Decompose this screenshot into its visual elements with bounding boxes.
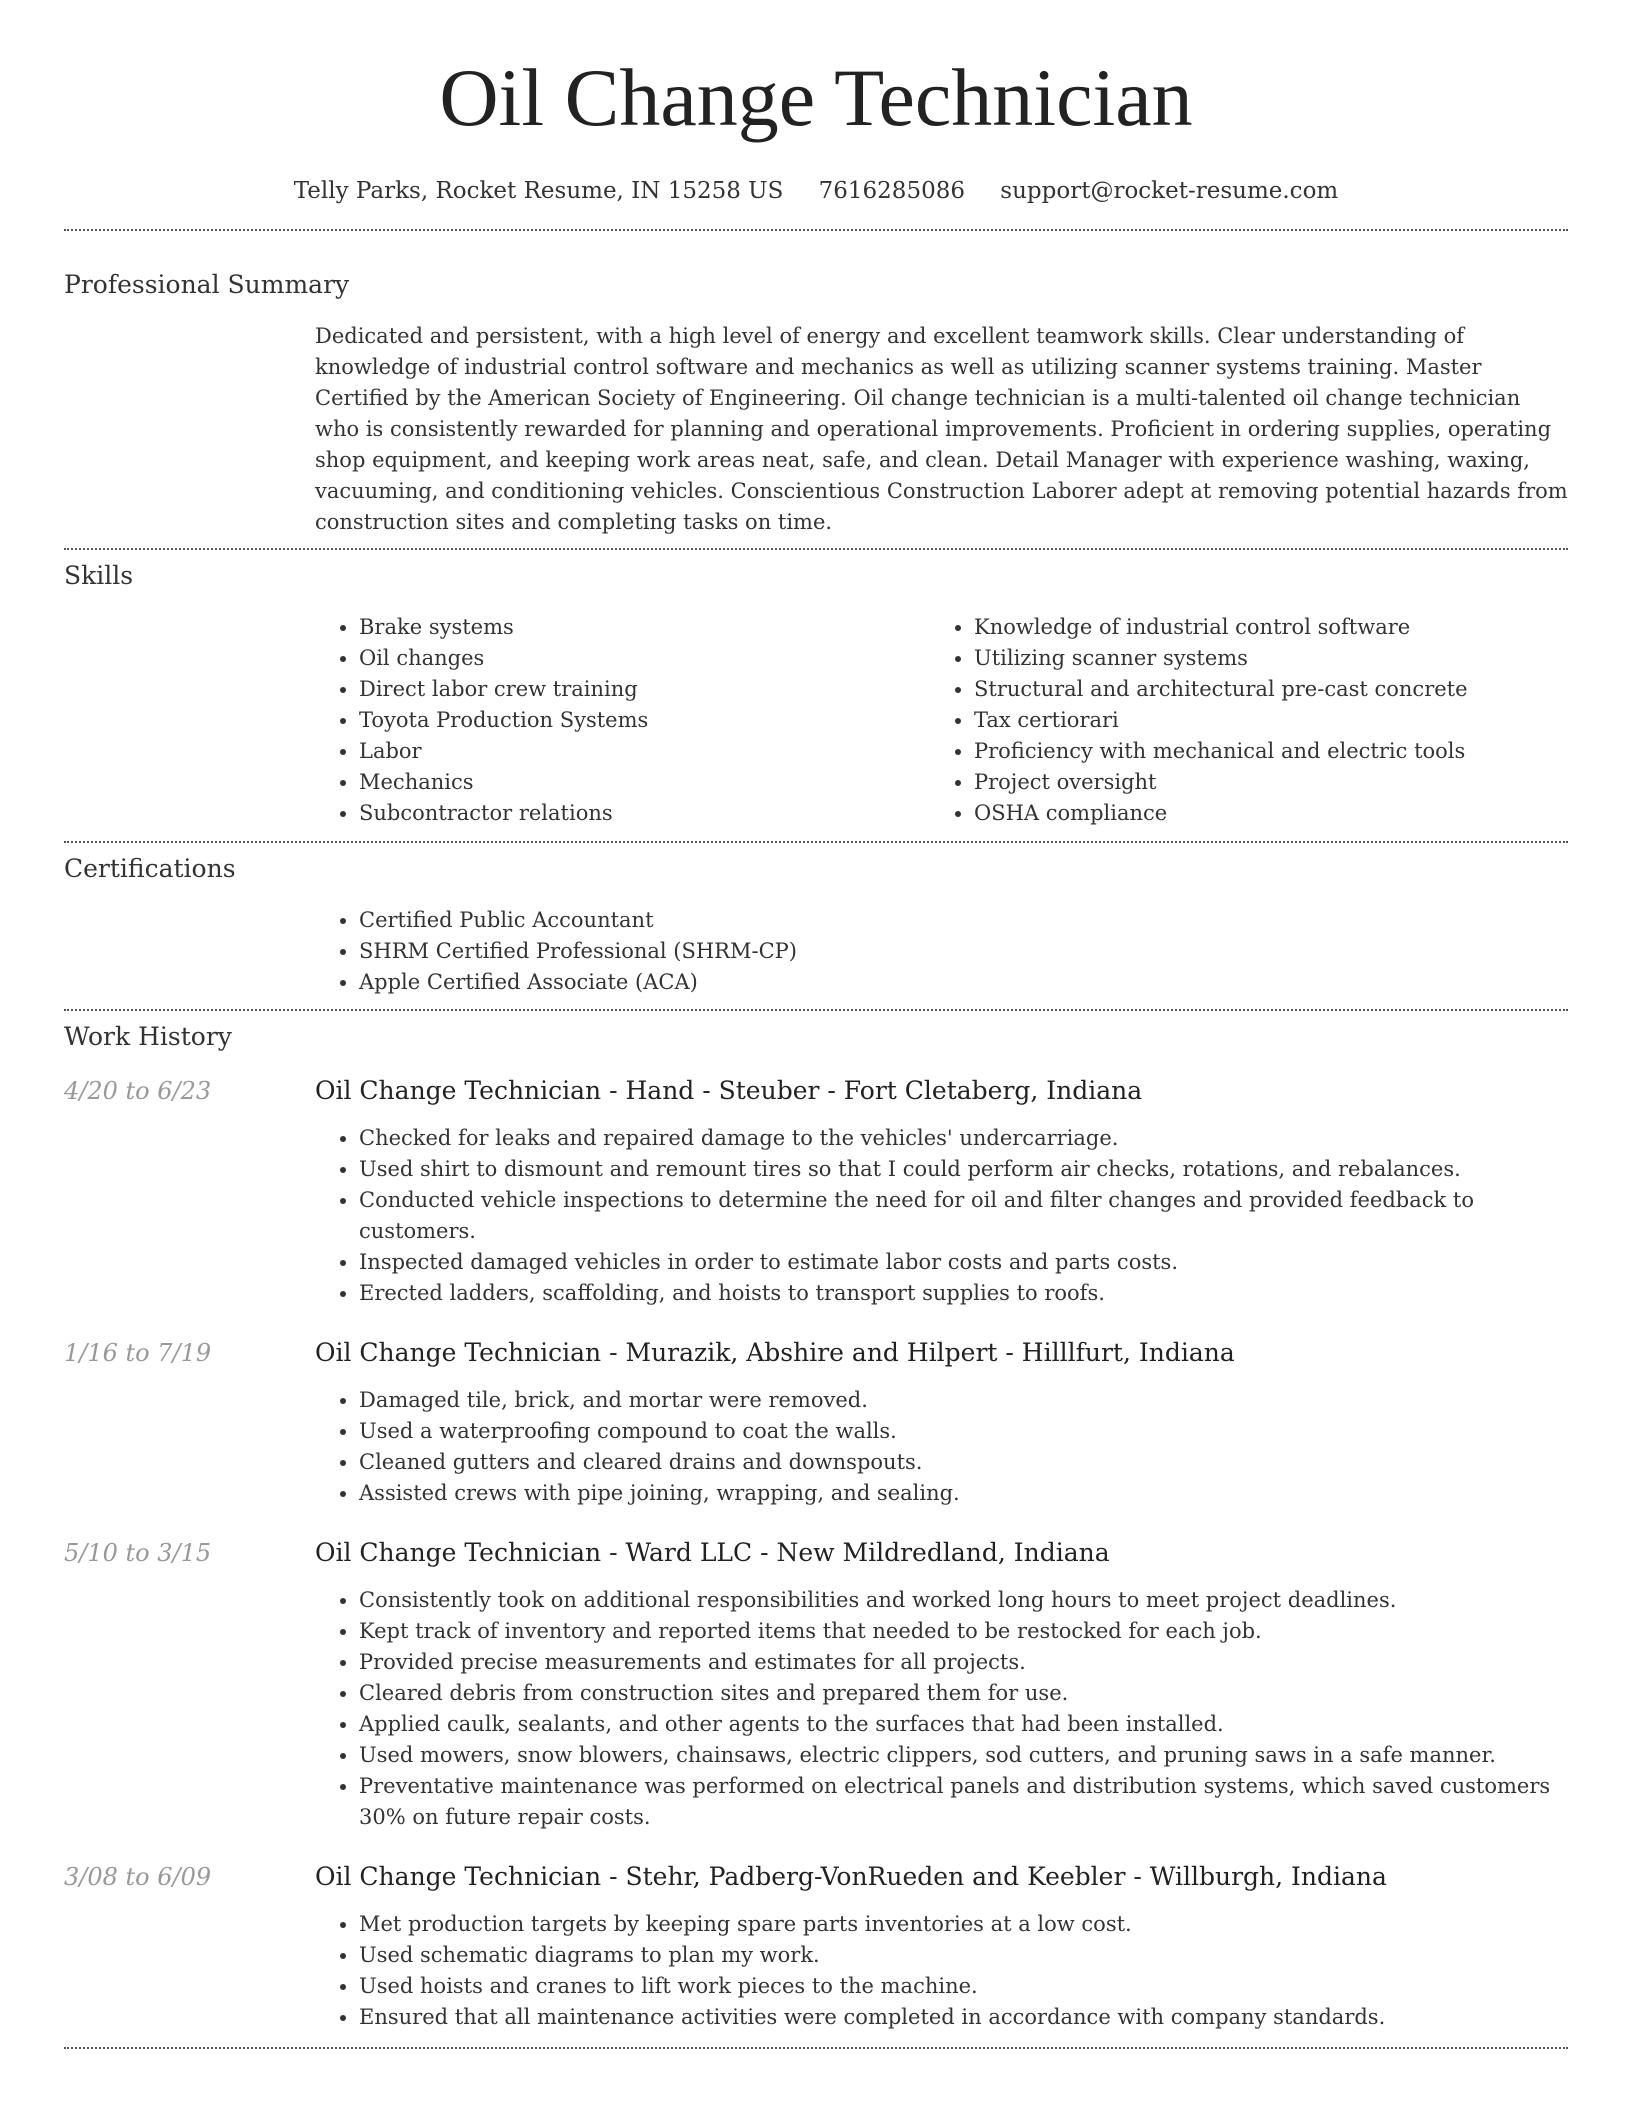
resume-page: [64, 0, 1568, 2049]
job-duties: [315, 1909, 1568, 2033]
job-title: Oil Change Technician - Murazik, Abshire and Hilpert - Hilllfurt, Indiana: [315, 1338, 1235, 1367]
job-duty-item: • Ensured that all maintenance activities were completed in accordance with company standards.: [359, 2002, 1568, 2033]
job-title: Oil Change Technician - Hand - Steuber - Fort Cletaberg, Indiana: [315, 1076, 1143, 1105]
job-list: [64, 1075, 1568, 2033]
job-duty-item: • Erected ladders, scaffolding, and hoists to transport supplies to roofs.: [359, 1278, 1568, 1309]
skill-item: • Oil changes: [359, 643, 930, 674]
job-duty-item: • Cleared debris from construction sites and prepared them for use.: [359, 1678, 1568, 1709]
skill-item: • Toyota Production Systems: [359, 705, 930, 736]
skills-section: [64, 550, 1568, 829]
summary-text: Dedicated and persistent, with a high level of energy and excellent teamwork skills. Clear understanding of knowledge of industrial control software and mechanics as well as utilizing scanner systems training. Master Certified by the American Society of Engineering. Oil change technician is a multi-talented oil change technician who is consistently rewarded for planning and operational improvements. Proficient in ordering supplies, operating shop equipment, and keeping work areas neat, safe, and clean. Detail Manager with experience washing, waxing, vacuuming, and conditioning vehicles. Conscientious Construction Laborer adept at removing potential hazards from construction sites and completing tasks on time.: [315, 324, 1568, 534]
certifications-items: [315, 905, 1568, 998]
job-duty-item: • Met production targets by keeping spare parts inventories at a low cost.: [359, 1909, 1568, 1940]
skill-item: • Labor: [359, 736, 930, 767]
job-duty-item: • Preventative maintenance was performed on electrical panels and distribution systems, which saved customers 30% on future repair costs.: [359, 1771, 1568, 1833]
job-entry: [64, 1537, 1568, 1833]
work-history-section: [64, 1011, 1568, 2033]
job-dates: 5/10 to 3/15: [64, 1539, 212, 1567]
job-duty-item: • Applied caulk, sealants, and other agents to the surfaces that had been installed.: [359, 1709, 1568, 1740]
skill-item: • Tax certiorari: [974, 705, 1545, 736]
certifications-list: [315, 905, 1568, 998]
job-duty-item: • Assisted crews with pipe joining, wrapping, and sealing.: [359, 1478, 1568, 1509]
summary-title: Professional Summary: [64, 270, 350, 299]
certifications-title: Certifications: [64, 854, 236, 883]
skill-item: • Direct labor crew training: [359, 674, 930, 705]
certification-item: • SHRM Certified Professional (SHRM-CP): [359, 936, 1568, 967]
job-duties: [315, 1123, 1568, 1309]
job-duty-item: • Provided precise measurements and estimates for all projects.: [359, 1647, 1568, 1678]
skill-item: • Brake systems: [359, 612, 930, 643]
job-duty-item: • Used mowers, snow blowers, chainsaws, electric clippers, sod cutters, and pruning saws in a safe manner.: [359, 1740, 1568, 1771]
job-entry: [64, 1075, 1568, 1309]
job-dates: 3/08 to 6/09: [64, 1863, 212, 1891]
contact-line: [64, 176, 1568, 206]
skills-title: Skills: [64, 561, 134, 590]
section-divider: [64, 2047, 1568, 2049]
certifications-section: [64, 843, 1568, 998]
certification-item: • Certified Public Accountant: [359, 905, 1568, 936]
job-duties: [315, 1385, 1568, 1509]
job-duties: [315, 1585, 1568, 1833]
job-duty-item: • Conducted vehicle inspections to determine the need for oil and filter changes and provided feedback to customers.: [359, 1185, 1568, 1247]
job-duty-item: • Consistently took on additional responsibilities and worked long hours to meet project deadlines.: [359, 1585, 1568, 1616]
skill-item: • Structural and architectural pre-cast concrete: [974, 674, 1545, 705]
skill-item: • Mechanics: [359, 767, 930, 798]
job-title: Oil Change Technician - Stehr, Padberg-VonRueden and Keebler - Willburgh, Indiana: [315, 1862, 1387, 1891]
skill-item: • Utilizing scanner systems: [974, 643, 1545, 674]
summary-section: [64, 231, 1568, 538]
skill-item: • Subcontractor relations: [359, 798, 930, 829]
skill-item: • Project oversight: [974, 767, 1545, 798]
skills-column-right: [930, 612, 1545, 829]
certification-item: • Apple Certified Associate (ACA): [359, 967, 1568, 998]
candidate-name: Oil Change Technician: [439, 52, 1193, 143]
skill-item: • Knowledge of industrial control software: [974, 612, 1545, 643]
skills-column-left: [315, 612, 930, 829]
contact-email: support@rocket-resume.com: [1000, 178, 1339, 204]
skill-item: • Proficiency with mechanical and electric tools: [974, 736, 1545, 767]
job-duty-item: • Cleaned gutters and cleared drains and downspouts.: [359, 1447, 1568, 1478]
job-title: Oil Change Technician - Ward LLC - New Mildredland, Indiana: [315, 1538, 1110, 1567]
job-duty-item: • Used a waterproofing compound to coat the walls.: [359, 1416, 1568, 1447]
job-entry: [64, 1337, 1568, 1509]
resume-header: [64, 0, 1568, 206]
job-duty-item: • Used schematic diagrams to plan my work.: [359, 1940, 1568, 1971]
job-duty-item: • Used hoists and cranes to lift work pieces to the machine.: [359, 1971, 1568, 2002]
contact-phone: 7616285086: [818, 178, 965, 204]
contact-address: Telly Parks, Rocket Resume, IN 15258 US: [293, 178, 784, 204]
job-duty-item: • Inspected damaged vehicles in order to estimate labor costs and parts costs.: [359, 1247, 1568, 1278]
work-history-title: Work History: [64, 1022, 232, 1051]
job-dates: 1/16 to 7/19: [64, 1339, 212, 1367]
skill-item: • OSHA compliance: [974, 798, 1545, 829]
job-duty-item: • Checked for leaks and repaired damage to the vehicles' undercarriage.: [359, 1123, 1568, 1154]
job-dates: 4/20 to 6/23: [64, 1077, 212, 1105]
skills-list: [315, 612, 1568, 829]
job-duty-item: • Kept track of inventory and reported items that needed to be restocked for each job.: [359, 1616, 1568, 1647]
job-duty-item: • Used shirt to dismount and remount tires so that I could perform air checks, rotations, and rebalances.: [359, 1154, 1568, 1185]
job-duty-item: • Damaged tile, brick, and mortar were removed.: [359, 1385, 1568, 1416]
job-entry: [64, 1861, 1568, 2033]
